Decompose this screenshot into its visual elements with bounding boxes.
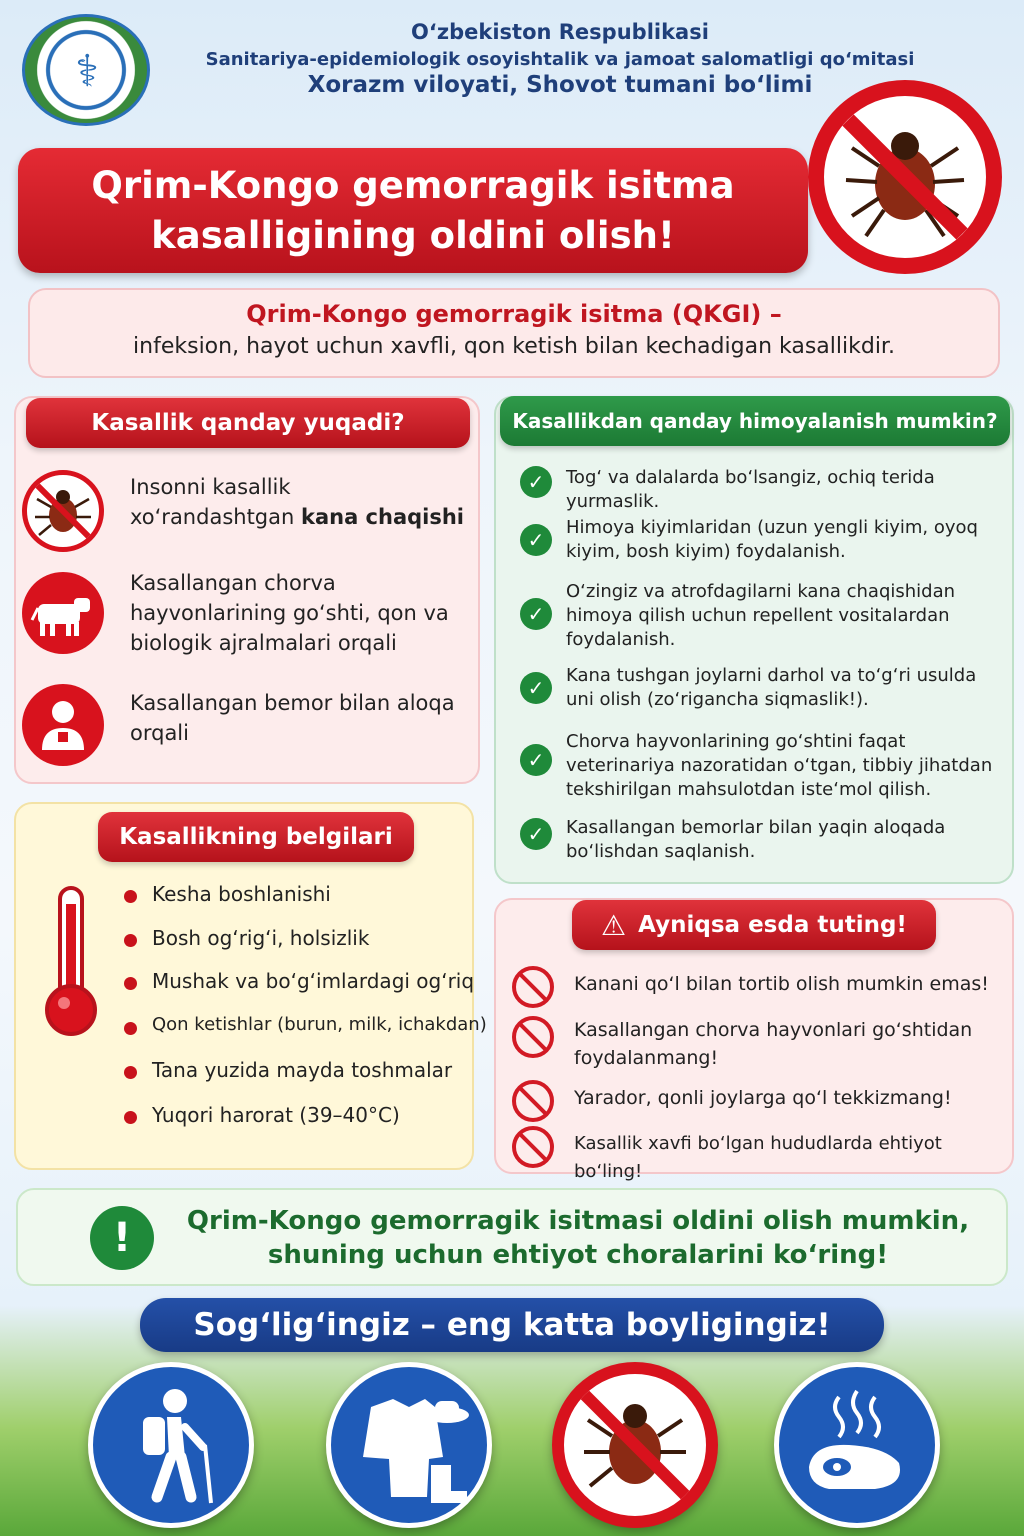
transmission-patient-text: Kasallangan bemor bilan aloqa orqali [130, 691, 455, 745]
main-title [18, 148, 808, 273]
protective-clothing-icon [326, 1362, 492, 1528]
hiker-icon [88, 1362, 254, 1528]
no-tick-sign-icon [808, 80, 1002, 274]
final-line-2: shuning uchun ehtiyot choralarini ko‘ring! [267, 1240, 889, 1270]
definition-heading: Qrim-Kongo gemorragik isitma (QKGI) – [246, 300, 782, 328]
final-line-1: Qrim-Kongo gemorragik isitmasi oldini olish mumkin, [186, 1206, 970, 1236]
transmission-tick-line2: xo‘randashtgan [130, 505, 301, 529]
check-icon: ✓ [520, 598, 552, 630]
transmission-item [22, 684, 462, 764]
transmission-item [22, 571, 462, 655]
prohibited-icon [512, 1016, 554, 1058]
cow-icon [22, 572, 104, 654]
check-icon: ✓ [520, 524, 552, 556]
bullet-dot [124, 890, 137, 903]
slogan-banner: Sog‘lig‘ingiz – eng katta boyligingiz! [140, 1298, 884, 1352]
bullet-dot [124, 1066, 137, 1079]
prohibited-icon [512, 1126, 554, 1168]
caduceus-icon: ⚕ [75, 45, 99, 97]
header-country: O‘zbekiston Respublikasi [411, 20, 709, 44]
warning-triangle-icon: ⚠ [601, 908, 627, 942]
header-committee: Sanitariya-epidemiologik osoyishtalik va jamoat salomatligi qo‘mitasi [205, 49, 915, 70]
definition-text: infeksion, hayot uchun xavfli, qon ketish bilan kechadigan kasallikdir. [133, 334, 895, 359]
final-message-box [16, 1188, 1008, 1286]
committee-logo [22, 14, 150, 126]
transmission-item [22, 470, 465, 550]
transmission-meat-text: Kasallangan chorva hayvonlarining go‘shti, qon va biologik ajralmalari orqali [130, 571, 449, 655]
patient-icon [22, 684, 104, 766]
title-line-2: kasalligining oldini olish! [151, 213, 675, 257]
prohibited-icon [512, 966, 554, 1008]
transmission-heading: Kasallik qanday yuqadi? [26, 398, 470, 448]
title-line-1: Qrim-Kongo gemorragik isitma [91, 163, 735, 207]
bullet-dot [124, 934, 137, 947]
check-icon: ✓ [520, 818, 552, 850]
protection-heading: Kasallikdan qanday himoyalanish mumkin? [500, 396, 1010, 446]
transmission-tick-line1: Insonni kasallik [130, 475, 291, 499]
thermometer-icon [30, 882, 110, 1042]
definition-box [28, 288, 1000, 378]
bullet-dot [124, 977, 137, 990]
bullet-dot [124, 1022, 137, 1035]
exclamation-icon: ! [90, 1206, 154, 1270]
check-icon: ✓ [520, 466, 552, 498]
warnings-heading: ⚠ Ayniqsa esda tuting! [572, 900, 936, 950]
bullet-dot [124, 1111, 137, 1124]
prohibited-icon [512, 1080, 554, 1122]
no-tick-icon [552, 1362, 718, 1528]
tick-ban-icon [22, 470, 104, 552]
transmission-tick-bold: kana chaqishi [300, 505, 465, 529]
symptoms-heading: Kasallikning belgilari [98, 812, 414, 862]
check-icon: ✓ [520, 744, 552, 776]
header-branch: Xorazm viloyati, Shovot tumani bo‘limi [307, 72, 813, 98]
cooked-meat-icon [774, 1362, 940, 1528]
check-icon: ✓ [520, 672, 552, 704]
